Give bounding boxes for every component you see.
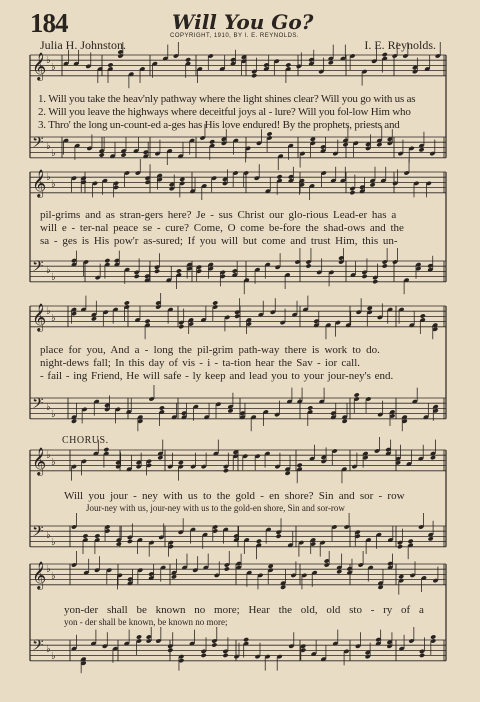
- note-head-icon: [251, 73, 257, 78]
- note-head-icon: [176, 268, 182, 273]
- flat-icon: ♭: [46, 450, 51, 461]
- verse-1-line-1: 1. Will you take the heav'nly pathway where the light shines clear? Will you go with us as: [38, 93, 416, 105]
- note-head-icon: [127, 539, 133, 544]
- note-head-icon: [418, 147, 424, 152]
- treble-clef-icon: 𝄞: [32, 447, 47, 475]
- note-head-icon: [276, 534, 282, 539]
- note-head-icon: [428, 536, 434, 541]
- note-head-icon: [167, 648, 173, 653]
- verse-3-line-3: - fail - ing Friend, He will safe - ly keep and lead you to your jour-ney's end.: [40, 370, 394, 382]
- note-head-icon: [71, 419, 77, 424]
- note-head-icon: [154, 269, 160, 274]
- treble-clef-icon: 𝄞: [32, 303, 47, 331]
- note-head-icon: [124, 300, 130, 305]
- note-head-icon: [99, 152, 105, 157]
- bass-clef-icon: 𝄢: [32, 395, 44, 416]
- note-head-icon: [372, 279, 378, 284]
- note-head-icon: [104, 258, 110, 263]
- note-head-icon: [361, 274, 367, 279]
- flat-icon: ♭: [46, 141, 51, 152]
- note-head-icon: [256, 539, 262, 544]
- note-head-icon: [430, 634, 436, 639]
- flat-icon: ♭: [51, 457, 56, 468]
- chorus-line-1-alto: Jour-ney with us, jour-ney with us to the gold-en shore, Sin and sor-row: [86, 503, 345, 513]
- flat-icon: ♭: [46, 306, 51, 317]
- note-head-icon: [211, 642, 217, 647]
- chorus-line-2: yon-der shall be known no more; Hear the old, old sto - ry of a: [64, 604, 424, 616]
- chorus-line-2-alto: yon - der shall be known, be known no more;: [64, 617, 228, 627]
- note-head-icon: [349, 190, 355, 195]
- flat-icon: ♭: [51, 313, 56, 324]
- note-head-icon: [419, 653, 425, 658]
- note-head-icon: [94, 533, 100, 538]
- flat-icon: ♭: [51, 537, 56, 548]
- note-head-icon: [377, 585, 383, 590]
- note-head-icon: [354, 392, 360, 397]
- note-head-icon: [342, 142, 348, 147]
- flat-icon: ♭: [46, 55, 51, 66]
- note-head-icon: [280, 585, 286, 590]
- flat-icon: ♭: [51, 409, 56, 420]
- note-head-icon: [305, 263, 311, 268]
- note-head-icon: [157, 455, 163, 460]
- flat-icon: ♭: [51, 571, 56, 582]
- note-head-icon: [430, 455, 436, 460]
- flat-icon: ♭: [51, 62, 56, 73]
- flat-icon: ♭: [51, 651, 56, 662]
- note-head-icon: [107, 62, 113, 67]
- note-head-icon: [185, 57, 191, 62]
- note-head-icon: [224, 566, 230, 571]
- bass-clef-icon: 𝄢: [32, 134, 44, 155]
- note-head-icon: [103, 447, 109, 452]
- flat-icon: ♭: [51, 179, 56, 190]
- bass-clef-icon: 𝄢: [32, 637, 44, 658]
- note-head-icon: [144, 319, 150, 324]
- chorus-label: CHORUS.: [62, 435, 109, 446]
- copyright-notice: COPYRIGHT, 1910, BY I. E. REYNOLDS.: [170, 33, 300, 39]
- note-head-icon: [266, 131, 272, 136]
- note-head-icon: [276, 174, 282, 179]
- treble-clef-icon: 𝄞: [32, 169, 47, 197]
- flat-icon: ♭: [46, 564, 51, 575]
- note-head-icon: [342, 419, 348, 424]
- note-head-icon: [307, 405, 313, 410]
- chorus-line-1: Will you jour - ney with us to the gold - en shore? Sin and sor - row: [64, 490, 405, 502]
- verse-2-line-1: 2. Will you leave the highways where deceitful joys al - lure? Will you fol-low Him who: [38, 106, 411, 118]
- verse-3-line-2: sa - ges is His pow'r as-sured; If you will but come and trust Him, this un-: [40, 235, 398, 247]
- bass-clef-icon: 𝄢: [32, 258, 44, 279]
- verse-1-line-3: place for you, And a - long the pil-grim path-way there is work to do.: [40, 344, 380, 356]
- note-head-icon: [234, 314, 240, 319]
- flat-icon: ♭: [46, 530, 51, 541]
- note-head-icon: [376, 142, 382, 147]
- flat-icon: ♭: [46, 172, 51, 183]
- verse-1-line-2: pil-grims and as stran-gers here? Je - sus Christ our glo-rious Lead-er has a: [40, 209, 397, 221]
- note-head-icon: [171, 574, 177, 579]
- note-head-icon: [370, 182, 376, 187]
- lyricist: Julia H. Johnston.: [40, 38, 127, 52]
- note-head-icon: [382, 263, 388, 268]
- note-head-icon: [178, 324, 184, 329]
- hymn-title: Will You Go?: [172, 10, 314, 34]
- note-head-icon: [212, 300, 218, 305]
- treble-clef-icon: 𝄞: [32, 52, 47, 80]
- flat-icon: ♭: [51, 148, 56, 159]
- note-head-icon: [407, 539, 413, 544]
- hymn-number: 184: [30, 8, 68, 38]
- flat-icon: ♭: [46, 265, 51, 276]
- note-head-icon: [91, 316, 97, 321]
- note-head-icon: [82, 533, 88, 538]
- note-head-icon: [222, 653, 228, 658]
- note-head-icon: [328, 60, 334, 65]
- note-head-icon: [336, 569, 342, 574]
- treble-clef-icon: 𝄞: [32, 561, 47, 589]
- note-head-icon: [223, 468, 229, 473]
- note-head-icon: [297, 463, 303, 468]
- note-head-icon: [134, 274, 140, 279]
- flat-icon: ♭: [46, 644, 51, 655]
- verse-3-line-1: 3. Thro' the long un-count-ed a-ges has His love endured! By the prophets, priests and: [38, 119, 400, 131]
- note-head-icon: [159, 405, 165, 410]
- verse-2-line-2: will e - ter-nal peace se - cure? Come, O come be-fore the shad-ows and the: [40, 222, 404, 234]
- note-head-icon: [227, 408, 233, 413]
- note-head-icon: [209, 139, 215, 144]
- note-head-icon: [136, 634, 142, 639]
- note-head-icon: [285, 62, 291, 67]
- note-head-icon: [243, 637, 249, 642]
- flat-icon: ♭: [46, 402, 51, 413]
- verse-2-line-3: night-dews fall; In this day of vis - i - ta-tion hear the Sav - ior call.: [40, 357, 361, 369]
- note-head-icon: [201, 653, 207, 658]
- note-head-icon: [120, 152, 126, 157]
- note-head-icon: [397, 544, 403, 549]
- note-head-icon: [420, 313, 426, 318]
- flat-icon: ♭: [51, 272, 56, 283]
- composer: I. E. Reynolds.: [364, 38, 436, 52]
- note-head-icon: [285, 471, 291, 476]
- note-head-icon: [116, 541, 122, 546]
- bass-clef-icon: 𝄢: [32, 523, 44, 544]
